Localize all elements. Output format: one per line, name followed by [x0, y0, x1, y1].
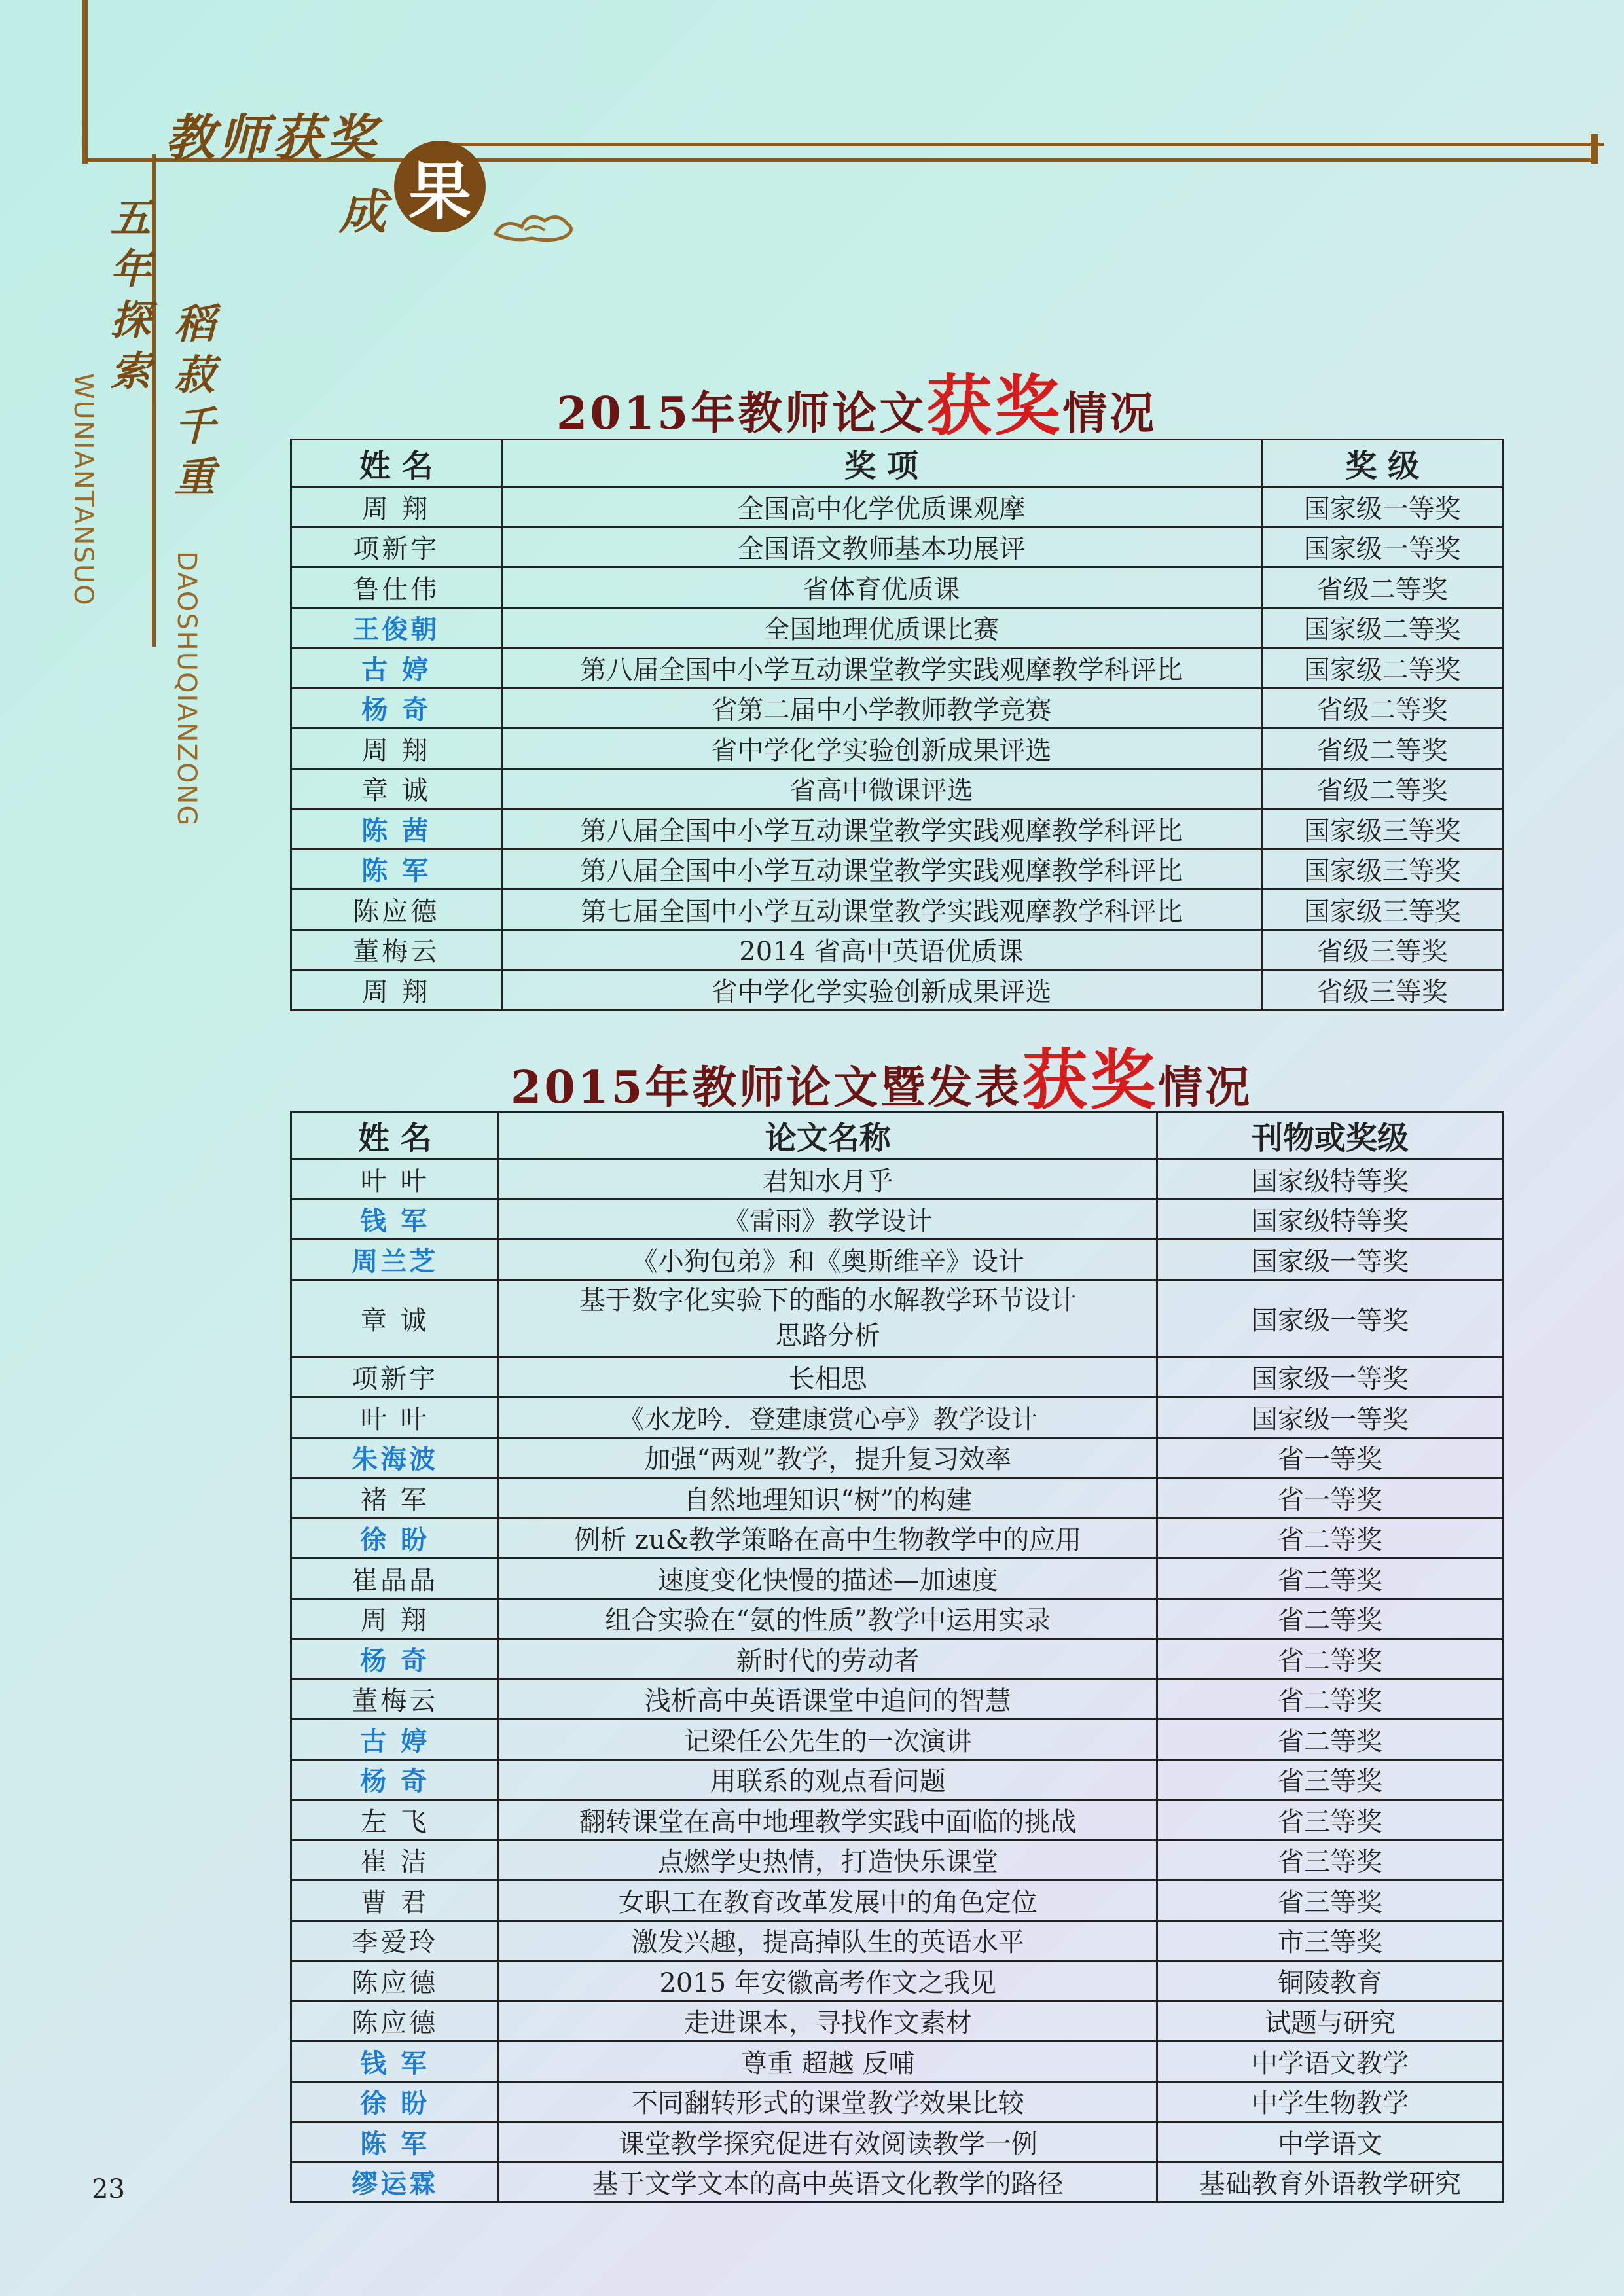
- cell-paper: 浅析高中英语课堂中追问的智慧: [499, 1679, 1157, 1719]
- vertical-latin-left: WUNIANTANSUO: [68, 373, 98, 607]
- cell-name: 崔 洁: [291, 1840, 499, 1880]
- table-row: [291, 1880, 1504, 1921]
- vertical-slogan-left: 五年探索: [103, 196, 151, 401]
- cell-level: 中学语文: [1157, 2122, 1503, 2162]
- cell-level: 省二等奖: [1157, 1598, 1503, 1639]
- header-cheng: 成: [339, 184, 387, 240]
- table-row: [291, 1518, 1504, 1558]
- section1-title: [556, 353, 1157, 448]
- cell-level: 省级二等奖: [1261, 567, 1503, 608]
- cell-level: 省三等奖: [1157, 1840, 1503, 1880]
- table-row: [291, 1598, 1504, 1639]
- cell-name: 项新宇: [291, 527, 502, 567]
- section2-title: [511, 1028, 1252, 1122]
- cell-name: 周 翔: [291, 728, 502, 769]
- cell-name: 李爱玲: [291, 1920, 499, 1961]
- cell-item: 全国地理优质课比赛: [501, 607, 1261, 648]
- table-row: [291, 1478, 1504, 1518]
- table-row: [291, 1679, 1504, 1719]
- cell-name: 陈应德: [291, 889, 502, 930]
- table-row: [291, 809, 1504, 850]
- cell-name: 章 诚: [291, 1280, 499, 1357]
- cell-level: 省三等奖: [1157, 1759, 1503, 1800]
- cell-name: 杨 奇: [291, 688, 502, 728]
- table-row: [291, 527, 1504, 567]
- cell-name: 鲁仕伟: [291, 567, 502, 608]
- cell-name: 古 婷: [291, 648, 502, 689]
- cell-paper: 用联系的观点看问题: [499, 1759, 1157, 1800]
- cell-name: 王俊朝: [291, 607, 502, 648]
- table-row: [291, 1800, 1504, 1840]
- cell-paper: 激发兴趣，提高掉队生的英语水平: [499, 1920, 1157, 1961]
- cell-name: 周 翔: [291, 1598, 499, 1639]
- frame-vertical-bar: [82, 0, 88, 164]
- papers-table-header: [291, 1112, 1504, 1159]
- cell-name: 章 诚: [291, 768, 502, 809]
- cell-level: 省二等奖: [1157, 1518, 1503, 1558]
- cell-item: 2014 省高中英语优质课: [501, 929, 1261, 970]
- cell-level: 省一等奖: [1157, 1437, 1503, 1478]
- cell-name: 陈 茜: [291, 809, 502, 850]
- cell-name: 杨 奇: [291, 1639, 499, 1679]
- table-row: [291, 2041, 1504, 2082]
- cell-item: 全国高中化学优质课观摩: [501, 487, 1261, 528]
- cell-name: 古 婷: [291, 1719, 499, 1760]
- cell-name: 陈 军: [291, 2122, 499, 2162]
- table-row: [291, 1240, 1504, 1280]
- cell-paper: 组合实验在“氨的性质”教学中运用实录: [499, 1598, 1157, 1639]
- cell-paper: 点燃学史热情，打造快乐课堂: [499, 1840, 1157, 1880]
- cell-paper: 尊重 超越 反哺: [499, 2041, 1157, 2082]
- section2-title-pre: 2015年教师论文暨发表: [511, 1062, 1022, 1114]
- table-row: [291, 567, 1504, 608]
- cell-paper: 《小狗包弟》和《奥斯维辛》设计: [499, 1240, 1157, 1280]
- table-row: [291, 2001, 1504, 2041]
- cell-item: 第八届全国中小学互动课堂教学实践观摩教学科评比: [501, 648, 1261, 689]
- papers-table: [290, 1111, 1504, 2203]
- cell-paper: 基于数字化实验下的酯的水解教学环节设计思路分析: [499, 1280, 1157, 1357]
- header-guo-circle: 果: [394, 141, 486, 232]
- cell-name: 陈应德: [291, 1961, 499, 2001]
- cell-name: 徐 盼: [291, 2081, 499, 2122]
- cell-name: 崔晶晶: [291, 1558, 499, 1599]
- cell-paper: 女职工在教育改革发展中的角色定位: [499, 1880, 1157, 1921]
- col-header-name: 姓 名: [291, 440, 502, 487]
- cell-level: 省三等奖: [1157, 1880, 1503, 1921]
- cell-level: 国家级一等奖: [1157, 1357, 1503, 1397]
- cell-name: 左 飞: [291, 1800, 499, 1840]
- cell-level: 国家级一等奖: [1261, 527, 1503, 567]
- cell-name: 钱 军: [291, 2041, 499, 2082]
- cell-level: 国家级一等奖: [1157, 1280, 1503, 1357]
- cell-level: 省级二等奖: [1261, 768, 1503, 809]
- cell-item: 省中学化学实验创新成果评选: [501, 728, 1261, 769]
- col-header-item: 奖 项: [501, 440, 1261, 487]
- col-header-name: 姓 名: [291, 1112, 499, 1159]
- cell-item: 省中学化学实验创新成果评选: [501, 970, 1261, 1011]
- table-row: [291, 1639, 1504, 1679]
- cell-level: 省二等奖: [1157, 1719, 1503, 1760]
- cell-level: 省一等奖: [1157, 1478, 1503, 1518]
- table-row: [291, 2162, 1504, 2202]
- cell-level: 省二等奖: [1157, 1639, 1503, 1679]
- header-title: 教师获奖: [165, 109, 380, 167]
- cell-paper: 自然地理知识“树”的构建: [499, 1478, 1157, 1518]
- cell-level: 国家级三等奖: [1261, 849, 1503, 889]
- table-row: [291, 1558, 1504, 1599]
- cell-name: 周兰芝: [291, 1240, 499, 1280]
- col-header-paper: 论文名称: [499, 1112, 1157, 1159]
- cell-name: 陈 军: [291, 849, 502, 889]
- cell-paper: 翻转课堂在高中地理教学实践中面临的挑战: [499, 1800, 1157, 1840]
- table-row: [291, 648, 1504, 689]
- section1-title-pre: 2015年教师论文: [556, 387, 927, 440]
- cell-name: 项新宇: [291, 1357, 499, 1397]
- cell-item: 第八届全国中小学互动课堂教学实践观摩教学科评比: [501, 809, 1261, 850]
- cell-paper: 记梁任公先生的一次演讲: [499, 1719, 1157, 1760]
- table-row: [291, 1437, 1504, 1478]
- awards-table-header: [291, 440, 1504, 487]
- cell-item: 第八届全国中小学互动课堂教学实践观摩教学科评比: [501, 849, 1261, 889]
- cell-paper: 君知水月乎: [499, 1159, 1157, 1200]
- cell-name: 缪运霖: [291, 2162, 499, 2202]
- cell-level: 国家级三等奖: [1261, 809, 1503, 850]
- table-row: [291, 1961, 1504, 2001]
- cell-level: 中学语文教学: [1157, 2041, 1503, 2082]
- cell-paper: 基于文学文本的高中英语文化教学的路径: [499, 2162, 1157, 2202]
- table-row: [291, 768, 1504, 809]
- table-row: [291, 2081, 1504, 2122]
- table-row: [291, 1357, 1504, 1397]
- cell-paper: 长相思: [499, 1357, 1157, 1397]
- section2-title-post: 情况: [1158, 1062, 1253, 1114]
- cell-name: 董梅云: [291, 929, 502, 970]
- cell-paper: 走进课本，寻找作文素材: [499, 2001, 1157, 2041]
- cell-paper: 新时代的劳动者: [499, 1639, 1157, 1679]
- table-row: [291, 1397, 1504, 1438]
- cell-level: 国家级一等奖: [1157, 1240, 1503, 1280]
- cell-level: 省三等奖: [1157, 1800, 1503, 1840]
- cell-level: 国家级二等奖: [1261, 607, 1503, 648]
- cell-paper: 速度变化快慢的描述—加速度: [499, 1558, 1157, 1599]
- table-row: [291, 1840, 1504, 1880]
- col-header-level: 刊物或奖级: [1157, 1112, 1503, 1159]
- table-row: [291, 849, 1504, 889]
- cell-item: 省第二届中小学教师教学竞赛: [501, 688, 1261, 728]
- cell-name: 褚 军: [291, 1478, 499, 1518]
- section1-title-highlight: 获奖: [926, 367, 1063, 444]
- cell-name: 陈应德: [291, 2001, 499, 2041]
- cell-level: 省级二等奖: [1261, 728, 1503, 769]
- cell-level: 省级三等奖: [1261, 970, 1503, 1011]
- cloud-icon: [492, 204, 577, 243]
- cell-name: 董梅云: [291, 1679, 499, 1719]
- cell-paper: 不同翻转形式的课堂教学效果比较: [499, 2081, 1157, 2122]
- table-row: [291, 607, 1504, 648]
- cell-level: 国家级二等奖: [1261, 648, 1503, 689]
- cell-level: 市三等奖: [1157, 1920, 1503, 1961]
- cell-level: 国家级三等奖: [1261, 889, 1503, 930]
- table-row: [291, 1719, 1504, 1760]
- cell-paper: 2015 年安徽高考作文之我见: [499, 1961, 1157, 2001]
- cell-level: 省二等奖: [1157, 1558, 1503, 1599]
- section2-title-highlight: 获奖: [1022, 1041, 1159, 1119]
- table-row: [291, 1920, 1504, 1961]
- page-number: 23: [92, 2174, 125, 2204]
- cell-level: 省级三等奖: [1261, 929, 1503, 970]
- cell-name: 杨 奇: [291, 1759, 499, 1800]
- cell-name: 曹 君: [291, 1880, 499, 1921]
- vertical-latin-right: DAOSHUQIANZONG: [171, 551, 202, 827]
- cell-name: 周 翔: [291, 487, 502, 528]
- cell-level: 省级二等奖: [1261, 688, 1503, 728]
- cell-name: 徐 盼: [291, 1518, 499, 1558]
- cell-item: 第七届全国中小学互动课堂教学实践观摩教学科评比: [501, 889, 1261, 930]
- table-row: [291, 889, 1504, 930]
- table-row: [291, 929, 1504, 970]
- section1-title-post: 情况: [1062, 387, 1157, 440]
- awards-table: [290, 439, 1504, 1011]
- cell-level: 国家级一等奖: [1157, 1397, 1503, 1438]
- cell-paper: 课堂教学探究促进有效阅读教学一例: [499, 2122, 1157, 2162]
- frame-end-cap: [1591, 134, 1598, 164]
- cell-name: 叶 叶: [291, 1159, 499, 1200]
- cell-name: 钱 军: [291, 1199, 499, 1240]
- cell-level: 省二等奖: [1157, 1679, 1503, 1719]
- frame-horizontal-bar-upper: [432, 143, 1604, 146]
- table-row: [291, 970, 1504, 1011]
- table-row: [291, 1199, 1504, 1240]
- table-row: [291, 2122, 1504, 2162]
- cell-level: 试题与研究: [1157, 2001, 1503, 2041]
- table-row: [291, 1759, 1504, 1800]
- cell-item: 省高中微课评选: [501, 768, 1261, 809]
- cell-item: 省体育优质课: [501, 567, 1261, 608]
- cell-paper: 加强“两观”教学，提升复习效率: [499, 1437, 1157, 1478]
- table-row: [291, 1280, 1504, 1357]
- cell-paper: 《水龙吟．登建康赏心亭》教学设计: [499, 1397, 1157, 1438]
- table-row: [291, 728, 1504, 769]
- cell-level: 国家级特等奖: [1157, 1159, 1503, 1200]
- vertical-slogan-right: 稻菽千重: [168, 302, 215, 507]
- cell-paper: 例析 zu&教学策略在高中生物教学中的应用: [499, 1518, 1157, 1558]
- cell-name: 叶 叶: [291, 1397, 499, 1438]
- cell-level: 基础教育外语教学研究: [1157, 2162, 1503, 2202]
- col-header-level: 奖 级: [1261, 440, 1503, 487]
- table-row: [291, 1159, 1504, 1200]
- table-row: [291, 688, 1504, 728]
- cell-paper: 《雷雨》教学设计: [499, 1199, 1157, 1240]
- cell-name: 周 翔: [291, 970, 502, 1011]
- table-row: [291, 487, 1504, 528]
- cell-level: 国家级一等奖: [1261, 487, 1503, 528]
- cell-name: 朱海波: [291, 1437, 499, 1478]
- cell-level: 国家级特等奖: [1157, 1199, 1503, 1240]
- cell-item: 全国语文教师基本功展评: [501, 527, 1261, 567]
- cell-level: 铜陵教育: [1157, 1961, 1503, 2001]
- cell-level: 中学生物教学: [1157, 2081, 1503, 2122]
